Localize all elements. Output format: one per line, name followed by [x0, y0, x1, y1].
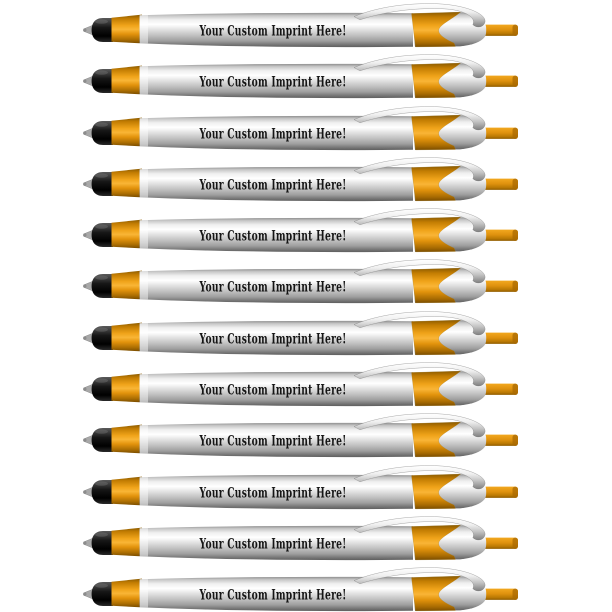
imprint-text: Your Custom Imprint Here!	[198, 433, 347, 450]
pen	[82, 105, 518, 161]
imprint-text: Your Custom Imprint Here!	[198, 74, 347, 91]
pen	[82, 515, 518, 571]
pen	[82, 464, 518, 520]
pen	[82, 53, 518, 109]
imprint-text: Your Custom Imprint Here!	[198, 228, 347, 245]
imprint-text: Your Custom Imprint Here!	[198, 331, 347, 348]
imprint-text: Your Custom Imprint Here!	[198, 126, 347, 143]
imprint-text: Your Custom Imprint Here!	[198, 177, 347, 194]
pen	[82, 566, 518, 612]
pen	[82, 2, 518, 58]
imprint-text: Your Custom Imprint Here!	[198, 485, 347, 502]
pen	[82, 310, 518, 366]
pen	[82, 412, 518, 468]
imprint-text: Your Custom Imprint Here!	[198, 587, 347, 604]
pen	[82, 361, 518, 417]
imprint-text: Your Custom Imprint Here!	[198, 382, 347, 399]
imprint-text: Your Custom Imprint Here!	[198, 23, 347, 40]
imprint-text: Your Custom Imprint Here!	[198, 536, 347, 553]
pen	[82, 258, 518, 314]
pen	[82, 207, 518, 263]
imprint-text: Your Custom Imprint Here!	[198, 279, 347, 296]
pen	[82, 156, 518, 212]
